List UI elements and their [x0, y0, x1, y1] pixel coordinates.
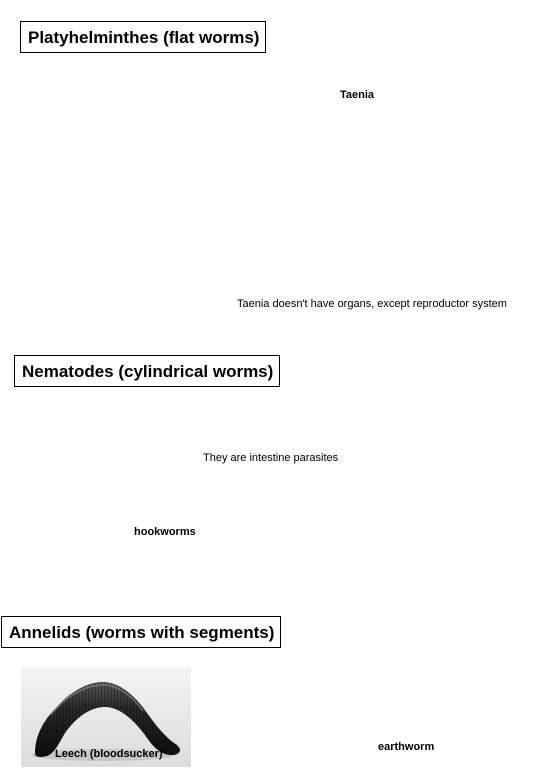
taenia-label: Taenia	[340, 89, 375, 101]
nematodes-title: Nematodes (cylindrical worms)	[14, 355, 280, 387]
platyhelminthes-title: Platyhelminthes (flat worms)	[20, 21, 266, 53]
taenia-description: Taenia doesn't have organs, except reproductor system	[237, 298, 507, 310]
nematodes-description: They are intestine parasites	[203, 452, 339, 464]
annelids-title: Annelids (worms with segments)	[1, 616, 281, 648]
earthworm-label: earthworm	[378, 741, 435, 753]
leech-label: Leech (bloodsucker)	[55, 748, 163, 760]
hookworms-label: hookworms	[134, 526, 196, 538]
